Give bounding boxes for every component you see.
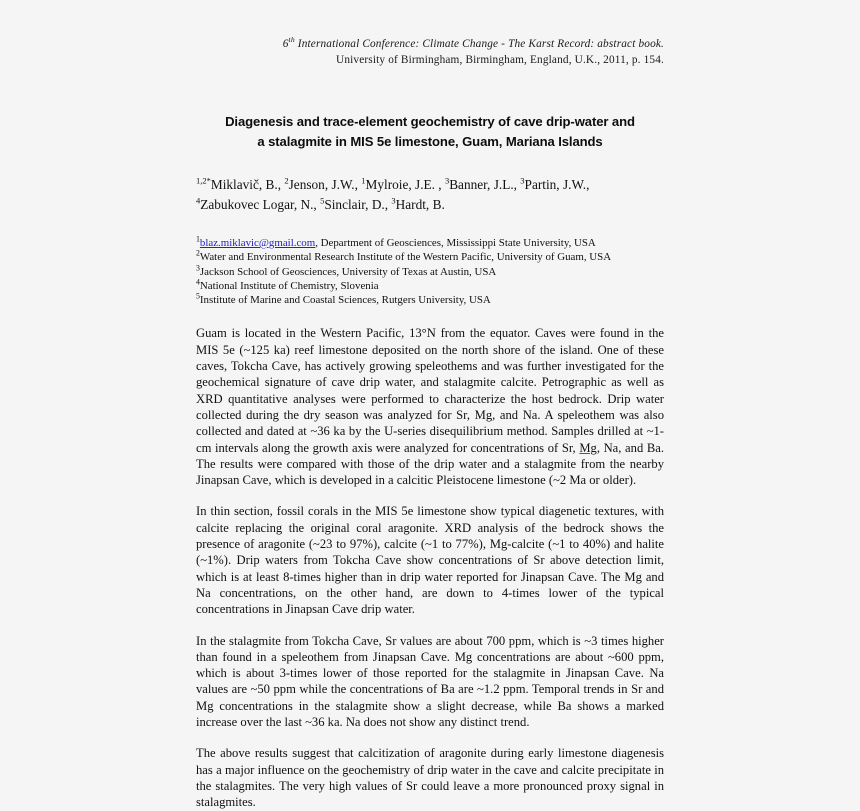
conference-title-text: International Conference: Climate Change - The Karst Record: abstract book. [294, 38, 664, 50]
conference-number: 6 [282, 38, 289, 50]
author-name: Mylroie, J.E. , [365, 177, 445, 192]
author-affiliation-marker: 1,2* [196, 175, 211, 186]
affiliation-text: Jackson School of Geosciences, University of Texas at Austin, USA [199, 265, 497, 278]
conference-header-line-1 [282, 35, 664, 50]
conference-header-line-2: University of Birmingham, Birmingham, England, U.K., 2011, p. 154. [336, 54, 664, 66]
author-name: Banner, J.L., [449, 177, 521, 192]
title-line-2: a stalagmite in MIS 5e limestone, Guam, Mariana Islands [257, 134, 603, 149]
affiliation-marker: 2 [196, 248, 200, 258]
author-affiliation-marker: 1 [361, 175, 366, 186]
author-line-1 [196, 177, 589, 192]
abstract-paragraph-1 [196, 325, 664, 488]
abstract-paragraph-3: In the stalagmite from Tokcha Cave, Sr values are about 700 ppm, which is ~3 times higher than found in a speleothem from Jinapsan Cave. Mg concentrations are about ~600 ppm, which is about 3-times lower of those reported for the stalagmite in Jinapsan Cave. Na values are ~50 ppm while the concentrations of Ba are ~1.2 ppm. Temporal trends in Sr and Mg concentrations in the stalagmite show a slight decrease, while Ba shows a marked increase over the last ~36 ka. Na does not show any distinct trend. [196, 633, 664, 730]
author-list [196, 175, 664, 214]
affiliation-marker: 1 [196, 234, 200, 244]
author-affiliation-marker: 3 [391, 195, 396, 206]
affiliation-text: , Department of Geosciences, Mississippi State University, USA [315, 237, 596, 249]
affiliation-item [196, 262, 664, 279]
author-affiliation-marker: 3 [520, 175, 525, 186]
corresponding-author-email-link[interactable]: blaz.miklavic@gmail.com [199, 237, 316, 249]
page-title [196, 112, 664, 152]
abstract-paragraph-4: The above results suggest that calcitization of aragonite during early limestone diagenesis has a major influence on the geochemistry of drip water in the cave and calcite precipitate in the stalagmites. The very high values of Sr could leave a more pronounced proxy signal in stalagmites. [196, 746, 664, 810]
affiliation-marker: 5 [196, 291, 200, 301]
author-line-2 [196, 197, 445, 212]
conference-running-header [196, 36, 664, 68]
affiliation-text: Water and Environmental Research Institute of the Western Pacific, University of Guam, USA [199, 251, 612, 264]
affiliation-text: National Institute of Chemistry, Slovenia [199, 279, 379, 292]
affiliation-item [196, 279, 664, 293]
author-affiliation-marker: 4 [196, 195, 201, 206]
affiliation-text: Institute of Marine and Coastal Sciences, Rutgers University, USA [199, 294, 491, 307]
affiliation-marker: 3 [196, 262, 200, 272]
author-name: Jenson, J.W., [288, 177, 362, 192]
abstract-paragraph-2: In thin section, fossil corals in the MIS 5e limestone show typical diagenetic textures, with calcite replacing the original coral aragonite. XRD analysis of the bedrock shows the presence of aragonite (~23 to 97%), calcite (~1 to 77%), Mg-calcite (~1 to 40%) and halite (~1%). Drip waters from Tokcha Cave show concentrations of Sr above detection limit, which is at least 8-times higher than in drip water reported for Jinapsan Cave. The Mg and Na concentrations, on the other hand, are down to 4-times lower of the typical concentrations in Jinapsan Cave drip water. [196, 504, 664, 617]
author-affiliation-marker: 3 [444, 175, 450, 186]
affiliation-marker: 4 [196, 277, 200, 287]
paragraph-1-part-b: , Na, and Ba. The results were compared with those of the drip water and a stalagmite from the nearby Jinapsan Cave, which is developed in a calcitic Pleistocene limestone (~2 Ma or older). [196, 440, 665, 488]
affiliation-list [196, 236, 664, 307]
title-line-1: Diagenesis and trace-element geochemistry of cave drip-water and [225, 114, 635, 129]
author-name: Miklavič, B., [210, 177, 285, 192]
affiliation-item [196, 236, 664, 250]
paragraph-1-part-a: Guam is located in the Western Pacific, 13°N from the equator. Caves were found in the MIS 5e (~125 ka) reef limestone deposited on the north shore of the island. One of these caves, Tokcha Cave, has actively growing speleothems and was further investigated for the geochemical signature of cave drip water, and stalagmite calcite. Petrographic as well as XRD quantitative analyses were performed to characterize the host bedrock. Drip water collected during the dry season was analyzed for Sr, Mg, and Na. A speleothem was also collected and dated at ~36 ka by the U-series disequilibrium method. Samples drilled at ~1-cm intervals along the growth axis were analyzed for concentrations of Sr, [196, 326, 664, 455]
spellcheck-flagged-word: Mg [579, 440, 597, 455]
author-name: Zabukovec Logar, N., [200, 196, 321, 212]
author-name: Hardt, B. [395, 196, 445, 212]
author-affiliation-marker: 5 [320, 195, 325, 206]
affiliation-item [196, 293, 664, 307]
author-name: Sinclair, D., [324, 196, 392, 212]
conference-ordinal-suffix: th [288, 35, 295, 45]
affiliation-item [196, 250, 664, 264]
abstract-body [196, 325, 664, 810]
author-affiliation-marker: 2 [284, 175, 289, 186]
author-name: Partin, J.W., [524, 177, 590, 192]
